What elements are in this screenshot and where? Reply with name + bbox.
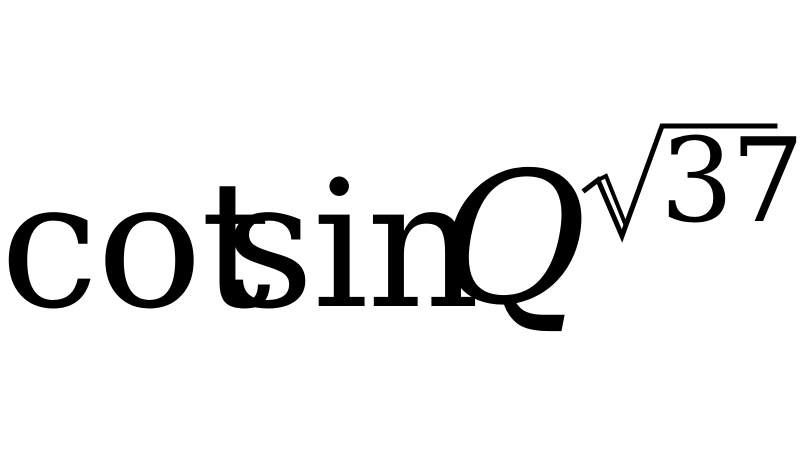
- radicand-37: 37: [660, 114, 802, 249]
- variable-q: Q: [438, 133, 588, 345]
- cot-function: cot: [0, 143, 270, 348]
- sin-function: sin: [224, 143, 478, 348]
